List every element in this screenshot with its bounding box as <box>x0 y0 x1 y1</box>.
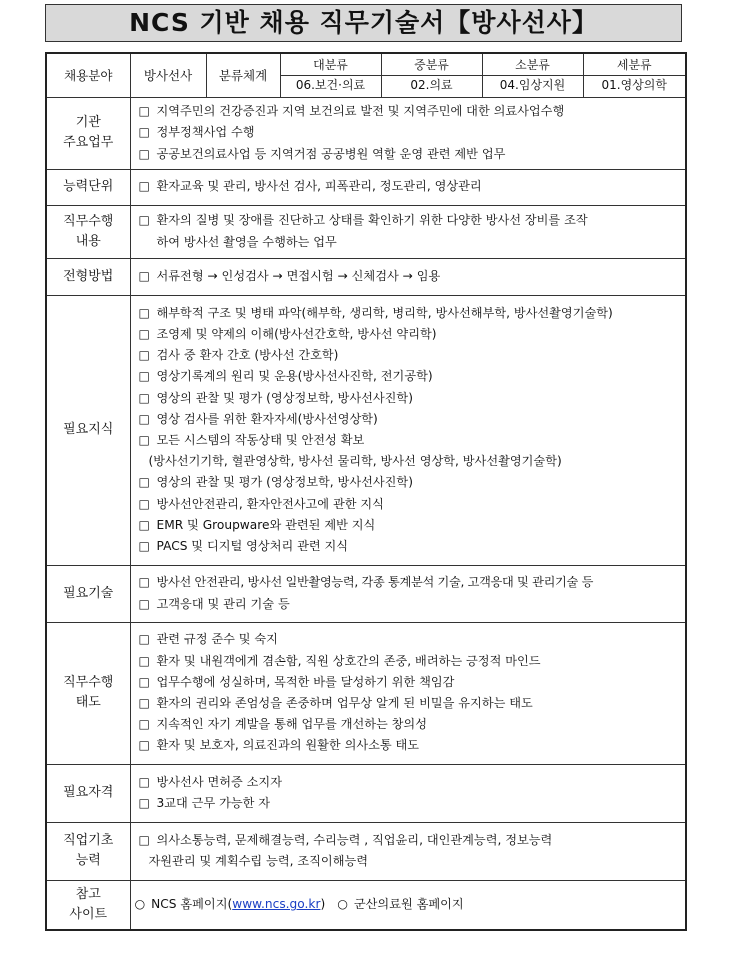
checkbox-icon <box>139 144 151 165</box>
list-item: □ 환자교육 및 관리, 방사선 검사, 피폭관리, 정도관리, 영상관리 <box>139 176 678 197</box>
ability-row <box>46 169 686 205</box>
field-label: 채용분야 <box>46 53 130 97</box>
list-item: □ 영상기록계의 원리 및 운용(방사선사진학, 전기공학) <box>139 366 678 387</box>
institution-content <box>130 97 686 169</box>
list-item: □ 검사 중 환자 간호 (방사선 간호학) <box>139 345 678 366</box>
selection-label: 전형방법 <box>46 258 130 295</box>
checkbox-icon <box>139 366 151 387</box>
list-item: □ 업무수행에 성실하며, 목적한 바를 달성하기 위한 책임감 <box>139 672 678 693</box>
knowledge-content <box>130 295 686 565</box>
list-item: □ 방사선사 면허증 소지자 <box>139 772 678 793</box>
category-minor-value: 04.임상지원 <box>499 77 566 92</box>
duty-label: 직무수행 내용 <box>46 205 130 258</box>
category-middle-value: 02.의료 <box>410 77 453 92</box>
checkbox-icon <box>139 430 151 451</box>
reference-label: 참고 사이트 <box>46 880 130 930</box>
category-major-name: 대분류 <box>281 56 381 76</box>
skills-label: 필요기술 <box>46 565 130 622</box>
header-row <box>46 53 686 97</box>
list-item-continuation: 하여 방사선 촬영을 수행하는 업무 <box>156 234 337 249</box>
list-item: □ 고객응대 및 관리 기술 등 <box>139 594 678 615</box>
list-item: □ EMR 및 Groupware와 관련된 제반 지식 <box>139 515 678 536</box>
qualification-content <box>130 764 686 822</box>
list-item: □ 정부정책사업 수행 <box>139 122 678 143</box>
skills-row <box>46 565 686 622</box>
institution-row <box>46 97 686 169</box>
document-title: NCS 기반 채용 직무기술서【방사선사】 <box>45 4 682 42</box>
checkbox-icon <box>139 101 151 122</box>
category-major-value: 06.보건·의료 <box>295 77 366 92</box>
checkbox-icon <box>139 772 151 793</box>
list-item: □ 방사선 안전관리, 방사선 일반촬영능력, 각종 통계분석 기술, 고객응대 및 관리기술 등 <box>139 572 678 593</box>
checkbox-icon <box>139 830 151 851</box>
selection-row <box>46 258 686 295</box>
checkbox-icon <box>139 672 151 693</box>
checkbox-icon <box>139 210 151 231</box>
list-item: □ 환자의 질병 및 장애를 진단하고 상태를 확인하기 위한 다양한 방사선 장비를 조작 <box>139 210 678 231</box>
basic-ability-row <box>46 822 686 880</box>
checkbox-icon <box>139 793 151 814</box>
list-item: □ 환자의 권리와 존엄성을 존중하며 업무상 알게 된 비밀을 유지하는 태도 <box>139 693 678 714</box>
qualification-label: 필요자격 <box>46 764 130 822</box>
list-item: □ 관련 규정 준수 및 숙지 <box>139 629 678 650</box>
list-item: □ 방사선안전관리, 환자안전사고에 관한 지식 <box>139 494 678 515</box>
checkbox-icon <box>139 303 151 324</box>
attitude-content <box>130 622 686 764</box>
checkbox-icon <box>139 572 151 593</box>
checkbox-icon <box>139 324 151 345</box>
list-item: □ 조영제 및 약제의 이해(방사선간호학, 방사선 약리학) <box>139 324 678 345</box>
hospital-site-link[interactable]: 군산의료원 홈페이지 <box>353 897 464 912</box>
category-detail <box>583 53 686 97</box>
duty-row <box>46 205 686 258</box>
duty-content <box>130 205 686 258</box>
checkbox-icon <box>139 536 151 557</box>
classification-label: 분류체계 <box>206 53 280 97</box>
checkbox-icon <box>139 472 151 493</box>
ability-label: 능력단위 <box>46 169 130 205</box>
category-detail-value: 01.영상의학 <box>601 77 667 92</box>
category-major <box>280 53 381 97</box>
checkbox-icon <box>139 409 151 430</box>
checkbox-icon <box>139 515 151 536</box>
list-item: □ 의사소통능력, 문제해결능력, 수리능력 , 직업윤리, 대인관계능력, 정보능력 <box>139 830 678 851</box>
reference-row <box>46 880 686 930</box>
list-item: □ PACS 및 디지털 영상처리 관련 지식 <box>139 536 678 557</box>
basic-ability-content <box>130 822 686 880</box>
institution-label: 기관 주요업무 <box>46 97 130 169</box>
category-minor-name: 소분류 <box>483 56 583 76</box>
list-item: □ 해부학적 구조 및 병태 파악(해부학, 생리학, 병리학, 방사선해부학, 방사선촬영기술학) <box>139 303 678 324</box>
knowledge-row <box>46 295 686 565</box>
attitude-row <box>46 622 686 764</box>
checkbox-icon <box>139 714 151 735</box>
list-item: □ 공공보건의료사업 등 지역거점 공공병원 역할 운영 관련 제반 업무 <box>139 144 678 165</box>
list-item: □ 3교대 근무 가능한 자 <box>139 793 678 814</box>
circle-bullet-icon: ○ <box>337 897 348 912</box>
ability-content <box>130 169 686 205</box>
list-item: □ 영상의 관찰 및 평가 (영상정보학, 방사선사진학) <box>139 472 678 493</box>
checkbox-icon <box>139 388 151 409</box>
list-item: □ 환자 및 내원객에게 겸손함, 직원 상호간의 존중, 배려하는 긍정적 마인드 <box>139 651 678 672</box>
list-item: □ 환자 및 보호자, 의료진과의 원활한 의사소통 태도 <box>139 735 678 756</box>
qualification-row <box>46 764 686 822</box>
checkbox-icon <box>139 629 151 650</box>
checkbox-icon <box>139 122 151 143</box>
list-item: □ 서류전형 → 인성검사 → 면접시험 → 신체검사 → 임용 <box>139 266 678 287</box>
category-minor <box>482 53 583 97</box>
category-middle <box>381 53 482 97</box>
checkbox-icon <box>139 735 151 756</box>
checkbox-icon <box>139 345 151 366</box>
list-item: □ 영상 검사를 위한 환자자세(방사선영상학) <box>139 409 678 430</box>
checkbox-icon <box>139 176 151 197</box>
basic-ability-label: 직업기초 능력 <box>46 822 130 880</box>
checkbox-icon <box>139 266 151 287</box>
checkbox-icon <box>139 693 151 714</box>
list-item: □ 지역주민의 건강증진과 지역 보건의료 발전 및 지역주민에 대한 의료사업수행 <box>139 101 678 122</box>
job-description-table <box>45 52 687 931</box>
selection-content <box>130 258 686 295</box>
list-item-continuation: (방사선기기학, 혈관영상학, 방사선 물리학, 방사선 영상학, 방사선촬영기술학) <box>148 454 562 469</box>
checkbox-icon <box>139 494 151 515</box>
checkbox-icon <box>139 651 151 672</box>
checkbox-icon <box>139 594 151 615</box>
list-item: □ 모든 시스템의 작동상태 및 안전성 확보 <box>139 430 678 451</box>
ncs-site-prefix: NCS 홈페이지( <box>151 897 233 912</box>
category-detail-name: 세분류 <box>584 56 686 76</box>
skills-content <box>130 565 686 622</box>
field-value: 방사선사 <box>130 53 206 97</box>
reference-content <box>130 880 686 930</box>
ncs-site-suffix: ) <box>320 897 326 912</box>
ncs-site-link[interactable]: www.ncs.go.kr <box>232 897 321 912</box>
knowledge-label: 필요지식 <box>46 295 130 565</box>
category-middle-name: 중분류 <box>382 56 482 76</box>
circle-bullet-icon: ○ <box>134 897 146 912</box>
list-item: □ 지속적인 자기 계발을 통해 업무를 개선하는 창의성 <box>139 714 678 735</box>
attitude-label: 직무수행 태도 <box>46 622 130 764</box>
list-item-continuation: 자원관리 및 계획수립 능력, 조직이해능력 <box>148 854 369 868</box>
list-item: □ 영상의 관찰 및 평가 (영상정보학, 방사선사진학) <box>139 388 678 409</box>
